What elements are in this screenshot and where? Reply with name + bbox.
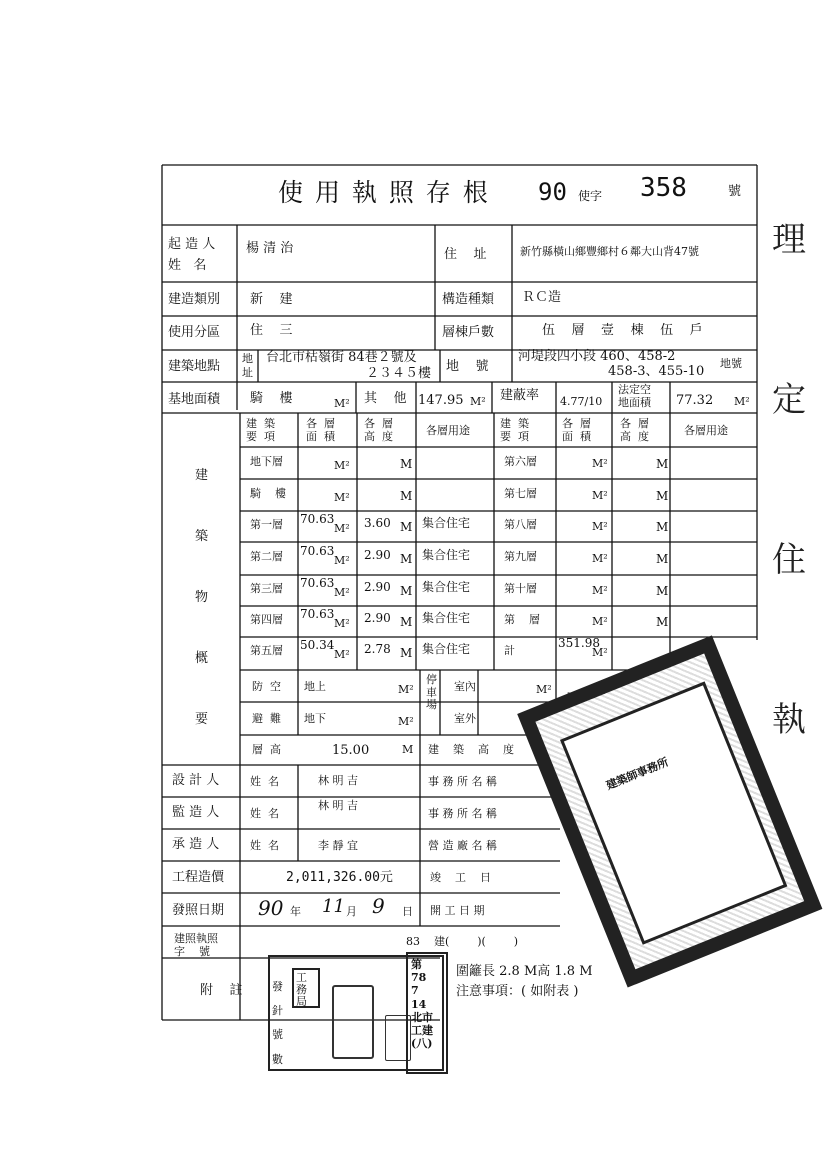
floor-name: 第四層	[250, 613, 283, 626]
designer-name: 林 明 吉	[318, 774, 358, 787]
permit-number: 358	[640, 173, 687, 203]
supervisor-label: 監 造 人	[172, 805, 220, 820]
floor-area-right: 351.98	[558, 636, 600, 650]
floor-height-unit: M	[400, 520, 413, 534]
floor-height: 3.60	[364, 516, 391, 530]
floor-height-unit-right: M	[656, 584, 669, 598]
stamp-left-box: 工務局	[296, 971, 307, 1009]
base-area-label: 基地面積	[168, 392, 221, 407]
floor-area-unit-right: M²	[592, 615, 608, 628]
floor-height-unit: M	[402, 743, 414, 756]
floor-use: 集合住宅	[422, 642, 471, 656]
shelter-unit-2: M²	[398, 715, 414, 728]
summary-side-label: 建 築 物 概 要	[195, 468, 209, 727]
structure-value: ＲＣ造	[522, 290, 562, 305]
floor-height-unit: M	[400, 552, 413, 566]
floor-area-unit-right: M²	[592, 520, 608, 533]
permit-no-value: 83 建( )( )	[406, 935, 519, 948]
open-space-label: 法定空 地面積	[618, 383, 651, 410]
floors-units-label: 層棟戶數	[442, 325, 495, 340]
area-header-right: 各 層 面 積	[562, 417, 591, 444]
floor-use: 集合住宅	[422, 611, 471, 625]
other-value: 147.95	[418, 393, 464, 408]
parking-label: 停 車 場	[426, 673, 437, 712]
floor-area: 70.63	[300, 576, 335, 590]
shelter-label: 防 空	[252, 680, 281, 693]
finish-label: 竣 工 日	[430, 871, 491, 884]
lot-line2: 458-3、455-10	[608, 364, 705, 379]
floor-area-unit-right: M²	[592, 584, 608, 597]
remarks-line2: 注意事項：( 如附表 )	[456, 984, 579, 999]
arcade-label: 騎 樓	[250, 391, 293, 406]
floor-name: 地下層	[250, 455, 283, 468]
site-label: 建築地點	[168, 359, 221, 374]
floor-height: 2.90	[364, 580, 391, 594]
site-sub-label: 地 址	[242, 352, 253, 380]
floor-area: 70.63	[300, 512, 335, 526]
name-seal-1	[332, 985, 374, 1059]
floor-area: 70.63	[300, 544, 335, 558]
issue-year-mark: 年	[290, 905, 301, 918]
floor-area-unit: M²	[334, 648, 350, 661]
site-line1: 台北市枯嶺街 84巷２號及	[266, 350, 417, 365]
floor-name: 第一層	[250, 518, 283, 531]
floor-name: 騎 樓	[250, 487, 286, 500]
floors-units-value: 伍 層 壹 棟 伍 戶	[542, 323, 703, 338]
floor-height-unit-right: M	[656, 457, 669, 471]
floor-name-right: 第六層	[504, 455, 537, 468]
supervisor-name: 林 明 吉	[318, 799, 358, 812]
designer-name-label: 姓 名	[250, 775, 279, 788]
issue-month-mark: 月	[346, 905, 357, 918]
lot-label: 地 號	[446, 359, 489, 374]
floor-height-unit: M	[400, 584, 413, 598]
stamp-middle-text: 第 78 7 14 北市工建(八)	[411, 958, 433, 1051]
floor-area-unit: M²	[334, 617, 350, 630]
floor-use: 集合住宅	[422, 580, 471, 594]
permit-no-label: 建照執照 字 號	[174, 932, 218, 959]
floor-area-unit-right: M²	[592, 457, 608, 470]
evac-label: 避 難	[252, 712, 281, 725]
floor-height-unit-right: M	[656, 520, 669, 534]
open-space-value: 77.32	[676, 393, 714, 408]
remarks-label: 附 註	[200, 983, 243, 998]
seal-text: 建築師事務所	[604, 755, 671, 793]
cost-value: 2,011,326.00元	[286, 870, 393, 885]
floor-area-unit-right: M²	[592, 552, 608, 565]
floor-name-right: 第 層	[504, 613, 540, 626]
other-label: 其 他	[364, 391, 407, 406]
floor-area-unit: M²	[334, 586, 350, 599]
floor-height-unit: M	[400, 615, 413, 629]
floor-area: 70.63	[300, 607, 335, 621]
floor-area-unit: M²	[334, 459, 350, 472]
shelter-above: 地上	[304, 680, 326, 693]
issue-month: 11	[322, 896, 345, 917]
contractor-label: 承 造 人	[172, 837, 220, 852]
use-zone-label: 使用分區	[168, 325, 221, 340]
supervisor-office-label: 事 務 所 名 稱	[428, 807, 497, 820]
other-unit: M²	[470, 395, 486, 408]
permit-word: 使字	[578, 189, 603, 203]
shelter-unit-1: M²	[398, 683, 414, 696]
margin-handwriting: 理 定 住 執	[772, 220, 806, 740]
issue-day: 9	[372, 894, 385, 918]
permit-suffix: 號	[728, 184, 742, 199]
area-header-left: 各 層 面 積	[306, 417, 335, 444]
designer-label: 設 計 人	[172, 773, 220, 788]
stamp-left-chars: 發 針 號 數	[272, 980, 283, 1066]
build-type-label: 建造類別	[168, 292, 221, 307]
lot-suffix: 地號	[720, 357, 742, 370]
floor-name-right: 第七層	[504, 487, 537, 500]
issue-day-mark: 日	[402, 905, 413, 918]
floor-area-unit: M²	[334, 554, 350, 567]
floor-area-unit: M²	[334, 522, 350, 535]
cost-label: 工程造價	[172, 870, 225, 885]
floor-name: 第三層	[250, 582, 283, 595]
parking-unit-1: M²	[536, 683, 552, 696]
issue-date-label: 發照日期	[172, 903, 225, 918]
floor-height-unit-right: M	[656, 615, 669, 629]
issue-year: 90	[258, 896, 284, 920]
use-header-left: 各層用途	[426, 424, 470, 437]
item-header-left: 建 築 要 項	[246, 417, 275, 444]
use-zone-value: 住 三	[250, 323, 293, 338]
start-date-label: 開 工 日 期	[430, 904, 485, 917]
floor-name: 第二層	[250, 550, 283, 563]
floor-area-unit: M²	[334, 491, 350, 504]
height-header-left: 各 層 高 度	[364, 417, 393, 444]
build-type-value: 新 建	[250, 292, 293, 307]
supervisor-name-label: 姓 名	[250, 807, 279, 820]
contractor-name: 李 靜 宜	[318, 839, 358, 852]
site-line2: ２３４５樓	[366, 366, 432, 381]
form-title: 使 用 執 照 存 根	[278, 178, 490, 207]
floor-area: 50.34	[300, 638, 335, 652]
coverage-value: 4.77/10	[560, 395, 603, 408]
floor-height-unit-right: M	[656, 552, 669, 566]
contractor-name-label: 姓 名	[250, 839, 279, 852]
designer-office-label: 事 務 所 名 稱	[428, 775, 497, 788]
builder-name: 楊 清 治	[246, 241, 294, 256]
coverage-label: 建蔽率	[500, 388, 540, 403]
structure-label: 構造種類	[442, 292, 495, 307]
floor-area-unit-right: M²	[592, 646, 608, 659]
shelter-below: 地下	[304, 712, 326, 725]
floor-name: 第五層	[250, 644, 283, 657]
floor-height-unit: M	[400, 646, 413, 660]
parking-outdoor: 室外	[454, 712, 476, 725]
floor-height: 2.90	[364, 548, 391, 562]
builder-label: 起 造 人 姓 名	[168, 237, 216, 273]
use-header-right: 各層用途	[684, 424, 728, 437]
permit-year: 90	[538, 178, 567, 206]
floor-name-right: 第九層	[504, 550, 537, 563]
floor-name-right: 計	[504, 644, 515, 657]
open-space-unit: M²	[734, 395, 750, 408]
item-header-right: 建 築 要 項	[500, 417, 529, 444]
floor-height-label: 層 高	[252, 743, 281, 756]
floor-height-unit: M	[400, 457, 413, 471]
floor-height: 2.78	[364, 642, 391, 656]
floor-height-unit: M	[400, 489, 413, 503]
address-label: 住 址	[444, 247, 487, 262]
remarks-line1: 圍籬長 2.8 M高 1.8 M	[456, 964, 593, 979]
building-height-label: 建 築 高 度	[428, 743, 514, 756]
arcade-unit: M²	[334, 397, 350, 410]
floor-use: 集合住宅	[422, 516, 471, 530]
floor-name-right: 第十層	[504, 582, 537, 595]
floor-height: 2.90	[364, 611, 391, 625]
floor-height-value: 15.00	[332, 743, 370, 758]
parking-indoor: 室內	[454, 680, 476, 693]
height-header-right: 各 層 高 度	[620, 417, 649, 444]
address-value: 新竹縣橫山鄉豐鄉村６鄰大山背47號	[520, 245, 699, 258]
floor-area-unit-right: M²	[592, 489, 608, 502]
lot-line1: 河堤段四小段 460、458-2	[518, 349, 676, 364]
floor-use: 集合住宅	[422, 548, 471, 562]
contractor-firm-label: 營 造 廠 名 稱	[428, 839, 497, 852]
floor-name-right: 第八層	[504, 518, 537, 531]
floor-height-unit-right: M	[656, 489, 669, 503]
